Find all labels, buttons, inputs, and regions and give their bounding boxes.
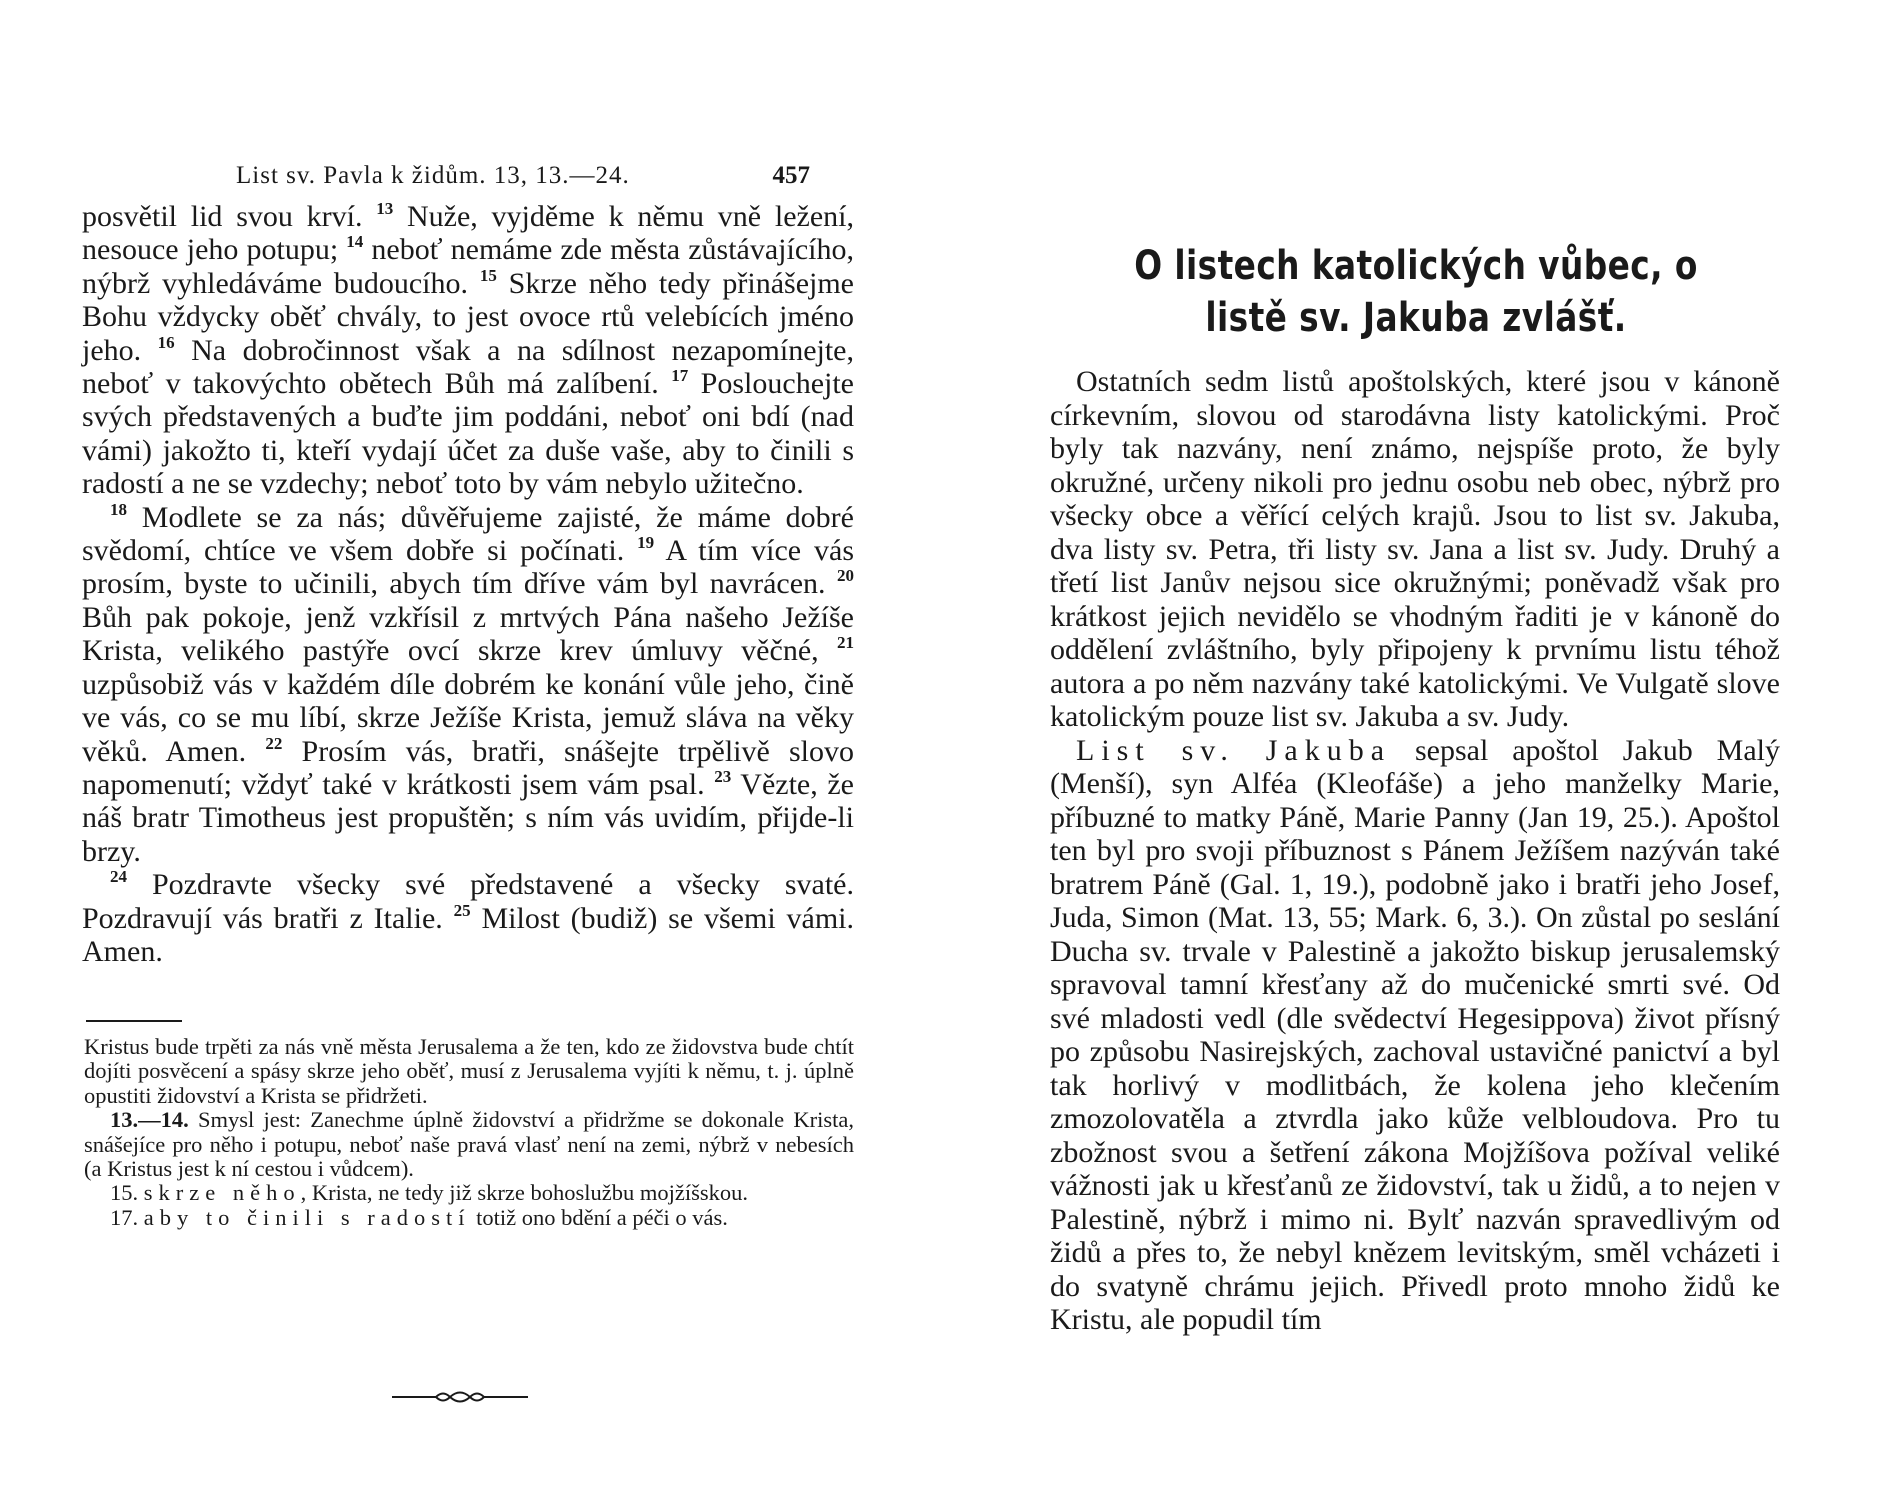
verse-number: 25 [453,900,471,920]
text-run: 17. [110,1204,144,1230]
paragraph [82,501,854,868]
emphasized-text: List sv. Jakuba [1076,733,1392,767]
text-run: Milost (budiž) se všemi vámi. Amen. [82,901,854,968]
verse-number: 18 [110,499,127,519]
verse-text [82,200,854,968]
verse-number: 14 [346,232,364,252]
text-run: Prosím vás, bratři, snášejte trpělivě slovo napomenutí; vždyť také v krátkosti jsem vám psal. [82,734,854,801]
paragraph [1050,734,1780,1337]
verse-number: 24 [110,867,127,887]
text-run: , Krista, ne tedy již skrze bohoslužbu mojžíšskou. [300,1180,749,1206]
verse-number: 16 [157,332,175,352]
running-head [236,162,810,198]
emphasized-text: skrze něho [143,1180,301,1206]
text-run: Bůh pak pokoje, jenž vzkřísil z mrtvých Pána našeho Ježíše Krista, velikého pastýře ovcí skrze krev úmluvy věčné, [82,600,854,668]
footnote-divider [86,1020,182,1022]
text-run: Nuže, vyjděme k němu vně ležení, nesouce jeho potupu; [82,200,854,267]
paragraph [84,1181,854,1205]
emphasized-text: aby to činili s radostí [143,1204,471,1230]
text-run: Vězte, že náš bratr Timotheus jest propuštěn; s ním vás uvidím, přijde-li brzy. [82,767,854,868]
section-title: O listech katolických vůbec, o listě sv. Jakuba zvlášť. [1134,243,1698,341]
text-run: neboť nemáme zde města zůstávajícího, nýbrž vyhledáváme budoucího. [82,233,854,300]
verse-number: 17 [671,366,689,386]
text-run: Skrze něho tedy přinášejme Bohu vždycky oběť chvály, to jest ovoce rtů velebících jméno jeho. [82,266,854,367]
text-run: sepsal apoštol Jakub Malý (Menší), syn Alféa (Kleofáše) a jeho manželky Marie, příbuzné to matky Páně, Marie Panny (Jan 19, 25.). Apoštol ten byl pro svoji příbuznost s Pánem Ježíšem nazýván také bratrem Páně (Gal. 1, 19.), podobně jako i bratři jeho Josef, Juda, Simon (Mat. 13, 55; Mark. 6, 3.). On zůstal po seslání Ducha sv. trvale v Palestině a jakožto biskup jerusalemský spravoval tamní křesťany až do mučenické smrti své. Od své mladosti vedl (dle svědectví Hegesippova) život přísný po způsobu Nasirejských, zachoval ustavičné panictví a byl tak horlivý v modlitbách, že kolena jeho klečením zmozolovatěla a ztvrdla jako kůže velbloudova. Pro tu zbožnost svou a šetření zákona Mojžíšova požíval veliké vážnosti jak u křesťanů ze židovství, tak u židů, a to nejen v Palestině, nýbrž i mimo ni. Bylť nazván spravedlivým od židů a přes to, že nebyl knězem levitským, směl vcházeti i do svatyně chrámu jejich. Přivedl proto mnoho židů ke Kristu, ale popudil tím [1050,733,1781,1336]
text-run: totiž ono bdění a péči o vás. [470,1204,728,1230]
text-run: Pozdravte všecky své představené a všecky svaté. Pozdravují vás bratři z Italie. [82,868,854,935]
paragraph [1050,365,1780,734]
text-run: posvětil lid svou krví. [82,200,377,233]
text-run: 15. [110,1180,144,1206]
text-run: Na dobročinnost však a na sdílnost nezapomínejte, neboť v takovýchto obětech Bůh má zalíbení. [82,333,854,401]
text-run: Smysl jest: Zanechme úplně židovství a přidržme se dokonale Krista, snášejíce pro něho i potupu, neboť naše pravá vlasť není na zemi, nýbrž v nebesích (a Kristus jest k ní cestou i vůdcem). [84,1107,854,1182]
verse-number: 22 [265,733,283,753]
paragraph [84,1206,854,1230]
note-reference: 13.—14. [110,1107,189,1133]
paragraph [82,868,854,968]
verse-number: 13 [376,199,394,218]
verse-number: 23 [714,766,732,786]
verse-number: 21 [837,633,854,653]
running-title: List sv. Pavla k židům. 13, 13.—24. [236,162,630,189]
text-run: uzpůsobiž vás v každém díle dobrém ke konání vůle jeho, čině ve vás, co se mu líbí, skrze Ježíše Krista, jemuž sláva na věky věků. Amen. [82,667,854,768]
right-page [946,0,1892,1500]
verse-number: 20 [837,566,854,586]
paragraph [84,1035,854,1108]
text-run: Modlete se za nás; důvěřujeme zajisté, že máme dobré svědomí, chtíce ve všem dobře si počínati. [82,500,854,568]
text-run: Poslouchejte svých představených a buďte jim poddáni, neboť oni bdí (nad vámi) jakožto ti, kteří vydají účet za duše vaše, aby to činili s radostí a ne se vzdechy; neboť toto by vám nebylo užitečno. [82,367,854,501]
paragraph [84,1108,854,1181]
text-run: A tím více vás prosím, byste to učinili, abych tím dříve vám byl navrácen. [82,534,854,601]
commentary-notes [84,1035,854,1230]
text-run: Kristus bude trpěti za nás vně města Jerusalema a že ten, kdo ze židovstva bude chtít dojíti posvěcení a spásy skrze jeho oběť, musí z Jerusalema vyjíti k němu, t. j. úplně opustiti židovství a Krista se přidržeti. [84,1034,854,1108]
text-run: Ostatních sedm listů apoštolských, které jsou v kánoně církevním, slovou od starodávna listy katolickými. Proč byly tak nazvány, není známo, nejspíše proto, že byly okružné, určeny nikoli pro jednu osobu neb obec, nýbrž pro všecky obce a věřící celých krajů. Jsou to list sv. Jakuba, dva listy sv. Petra, tři listy sv. Jana a list sv. Judy. Druhý a třetí list Janův nejsou sice okružnými; poněvadž však pro krátkost jejich nevidělo se vhodným řaditi je v kánoně do oddělení zvláštního, byly připojeny k prvnímu listu téhož autora a po něm nazvány také katolickými. Ve Vulgatě slove katolickým pouze list sv. Jakuba a sv. Judy. [1050,365,1780,733]
verse-number: 19 [637,533,655,553]
paragraph [82,200,854,501]
page-number: 457 [772,162,810,189]
ornament-flourish [390,1388,530,1406]
verse-number: 15 [479,265,497,285]
body-text [1050,365,1780,1337]
